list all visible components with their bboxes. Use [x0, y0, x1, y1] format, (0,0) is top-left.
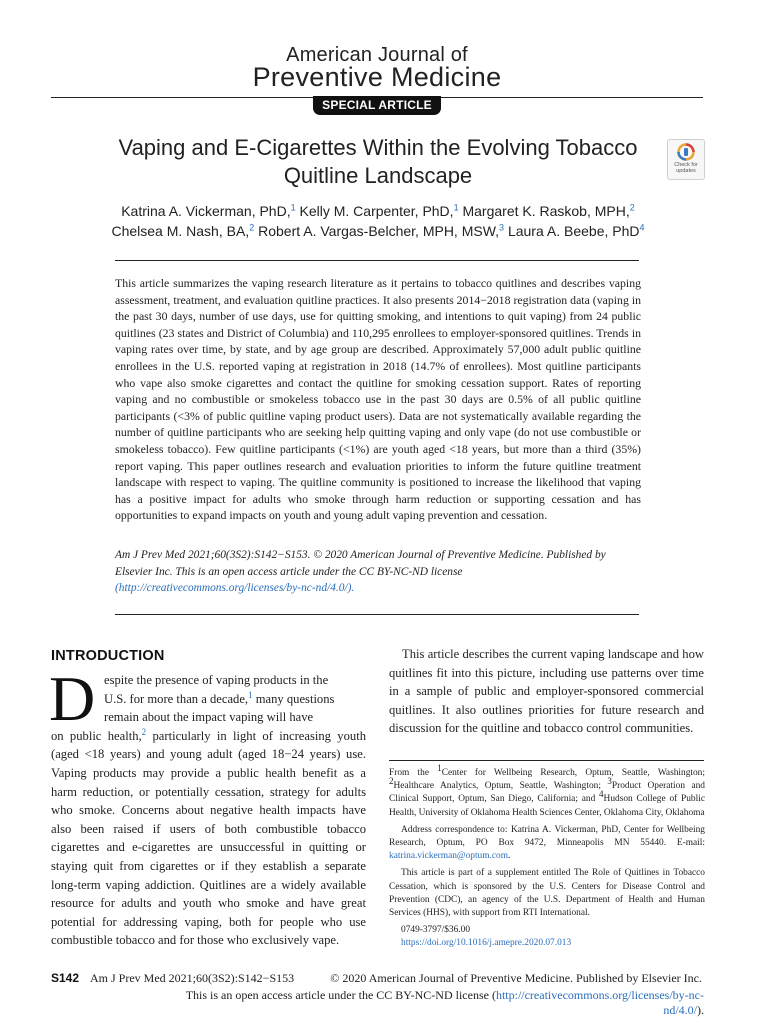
abstract-bottom-rule: [115, 614, 639, 615]
article-overview-paragraph: This article describes the current vaping landscape and how quitlines fit into this picture, including use patterns over time in a sample of public and employer-sponsored commercial quitlines. It also outlines priorities for future research and discussion for the quitline and tobacco control communities.: [389, 647, 704, 736]
issn: 0749-3797/$36.00: [401, 925, 471, 936]
article-title: Vaping and E-Cigarettes Within the Evolving Tobacco Quitline Landscape: [118, 135, 638, 188]
affiliation-ref[interactable]: 3: [499, 222, 505, 233]
footer-license: [148, 988, 704, 1018]
doi-link[interactable]: https://doi.org/10.1016/j.amepre.2020.07.013: [401, 938, 572, 949]
intro-line: remain about the impact vaping will have: [104, 710, 314, 725]
footnote-text: Address correspondence to: Katrina A. Vickerman, PhD, Center for Wellbeing Research, Optum, PO Box 9472, Minneapolis MN 55440. E-mail:: [389, 824, 705, 849]
journal-name-small: American Journal of: [286, 44, 468, 66]
affiliation-marker: 1: [437, 762, 442, 773]
affiliation-marker: 4: [599, 789, 604, 800]
footnote-text: .: [508, 851, 511, 862]
author-name[interactable]: Laura A. Beebe, PhD: [507, 223, 640, 239]
intro-text: on public health,: [51, 728, 142, 743]
affiliations-footnote: [389, 762, 705, 820]
affiliation-ref[interactable]: 1: [453, 202, 459, 213]
introduction-paragraph: [51, 671, 366, 950]
author-name[interactable]: Margaret K. Raskob, MPH,: [462, 203, 630, 219]
journal-name: Preventive Medicine: [252, 62, 502, 92]
intro-line: espite the presence of vaping products in the: [104, 673, 329, 687]
abstract-text: This article summarizes the vaping research literature as it pertains to tobacco quitlines and describes vaping assessment, treatment, and evaluation quitline practices. It also presents 2014−2018 registration data (vaping in the past 30 days, number of use days, use for quitting smoking, and intentions to quit vaping) from 24 public quitlines (23 states and District of Columbia) and 110,295 enrollees to employer-sponsored quitlines. Trends in vaping rates over time, by state, and by age group are described. Approximately 57,000 adult public quitline enrollees in the U.S. reported vaping at registration in 2018 (14.7% of enrollees). Most quitline participants who vape also smoke cigarettes and contact the quitline for smoking cessation support. Rates of reporting vaping and no combustible or smokeless tobacco use in the past 30 days are 0.5% of all public quitline participants (<3% of public quitline vaping product users). Data are not systematically available regarding the number of quitline participants who are seeking help quitting vaping and only vape (do not use combustible or smokeless tobacco). Few quitline participants (<1%) are youth aged <18 years, but more than a third (35%) report vaping. This paper outlines research and evaluation priorities to inform the future quitline treatment landscape with respect to vaping. The quitline community is positioned to increase the likelihood that vaping has a positive impact for adults who smoke through harm reduction or supporting cessation and has opportunities to expand impacts on youth and young adult vaping prevention and cessation.: [115, 276, 641, 523]
footnote-text: Center for Wellbeing Research, Optum, Seattle, Washington;: [441, 768, 705, 778]
check-for-updates-button[interactable]: [667, 139, 705, 180]
intro-text: many questions: [252, 691, 335, 706]
author-name[interactable]: Robert A. Vargas-Belcher, MPH, MSW,: [258, 223, 500, 239]
article-type-badge: SPECIAL ARTICLE: [313, 96, 441, 115]
affiliation-ref[interactable]: 2: [629, 202, 635, 213]
footer-journal-ref: Am J Prev Med 2021;60(3S2):S142−S153: [90, 971, 295, 985]
footer-license-text: ).: [697, 1003, 704, 1017]
reference-link[interactable]: 2: [141, 726, 147, 737]
footer-license-link[interactable]: http://creativecommons.org/licenses/by-nc-nd/4.0/: [495, 988, 704, 1017]
reference-link[interactable]: 1: [248, 689, 253, 700]
check-for-updates-icon: [677, 143, 695, 161]
footnote-text: Hudson College of Public Health, University of Oklahoma Health Sciences Center, Oklahoma City, Oklahoma: [389, 794, 705, 818]
affiliation-marker: 3: [607, 776, 612, 787]
email-link[interactable]: katrina.vickerman@optum.com: [389, 851, 509, 862]
footer-license-text: This is an open access article under the CC BY-NC-ND license (: [185, 988, 496, 1002]
footnotes: [389, 762, 705, 951]
check-for-updates-label: Check for updates: [674, 162, 698, 174]
author-name[interactable]: Chelsea M. Nash, BA,: [111, 223, 250, 239]
footnote-text: Product Operation and Clinical Support, Optum, San Diego, California; and: [389, 781, 705, 805]
footnote-rule: [389, 760, 704, 761]
author-name[interactable]: Kelly M. Carpenter, PhD,: [299, 203, 454, 219]
citation: [115, 547, 641, 597]
author-name[interactable]: Katrina A. Vickerman, PhD,: [121, 203, 291, 219]
footnote-text: Healthcare Analytics, Optum, Seattle, Washington;: [393, 781, 608, 792]
correspondence-footnote: [389, 824, 705, 864]
intro-text: particularly in light of increasing youth (aged <18 years) and young adult (aged 18−24 years) use. Vaping products may provide a public health benefit as a harm reduction, or potentially cessation, strategy for adults who smoke. Concerns about negative health impacts have also been raised if users of both combustible tobacco cigarettes and e-cigarettes are unsuccessful in quitting or staying quit from cigarettes or if they establish a separate long-term vaping addiction. Quitlines are a widely available resource for adults and youth who smoke and have great potential for addressing vaping, both for people who use combustible tobacco and for those who exclusively vape.: [51, 728, 366, 948]
section-heading-introduction: INTRODUCTION: [51, 648, 165, 664]
abstract-top-rule: [115, 260, 639, 261]
affiliation-ref[interactable]: 2: [249, 222, 255, 233]
citation-text: Am J Prev Med 2021;60(3S2):S142−S153. © 2020 American Journal of Preventive Medicine. Published by Elsevier Inc. This is an open access article under the CC BY-NC-ND license: [115, 549, 606, 578]
intro-body: [51, 727, 366, 950]
drop-cap: D: [49, 663, 96, 734]
intro-text: U.S. for more than a decade,: [104, 691, 249, 706]
supplement-footnote: This article is part of a supplement entitled The Role of Quitlines in Tobacco Cessation, which is sponsored by the U.S. Centers for Disease Control and Prevention (CDC), an agency of the U.S. Department of Health and Human Services (HHS), with support from RTI International.: [389, 868, 705, 919]
affiliation-ref[interactable]: 4: [639, 222, 645, 233]
affiliation-marker: 2: [389, 776, 394, 787]
doi-footnote: [389, 937, 705, 950]
affiliation-ref[interactable]: 1: [290, 202, 296, 213]
footnote-text: From the: [389, 768, 438, 778]
license-link[interactable]: (http://creativecommons.org/licenses/by-nc-nd/4.0/).: [115, 582, 355, 595]
footer-copyright: © 2020 American Journal of Preventive Medicine. Published by Elsevier Inc.: [330, 971, 702, 985]
author-list: [80, 201, 676, 241]
page-number: S142: [51, 971, 80, 985]
intro-line: [51, 690, 366, 709]
